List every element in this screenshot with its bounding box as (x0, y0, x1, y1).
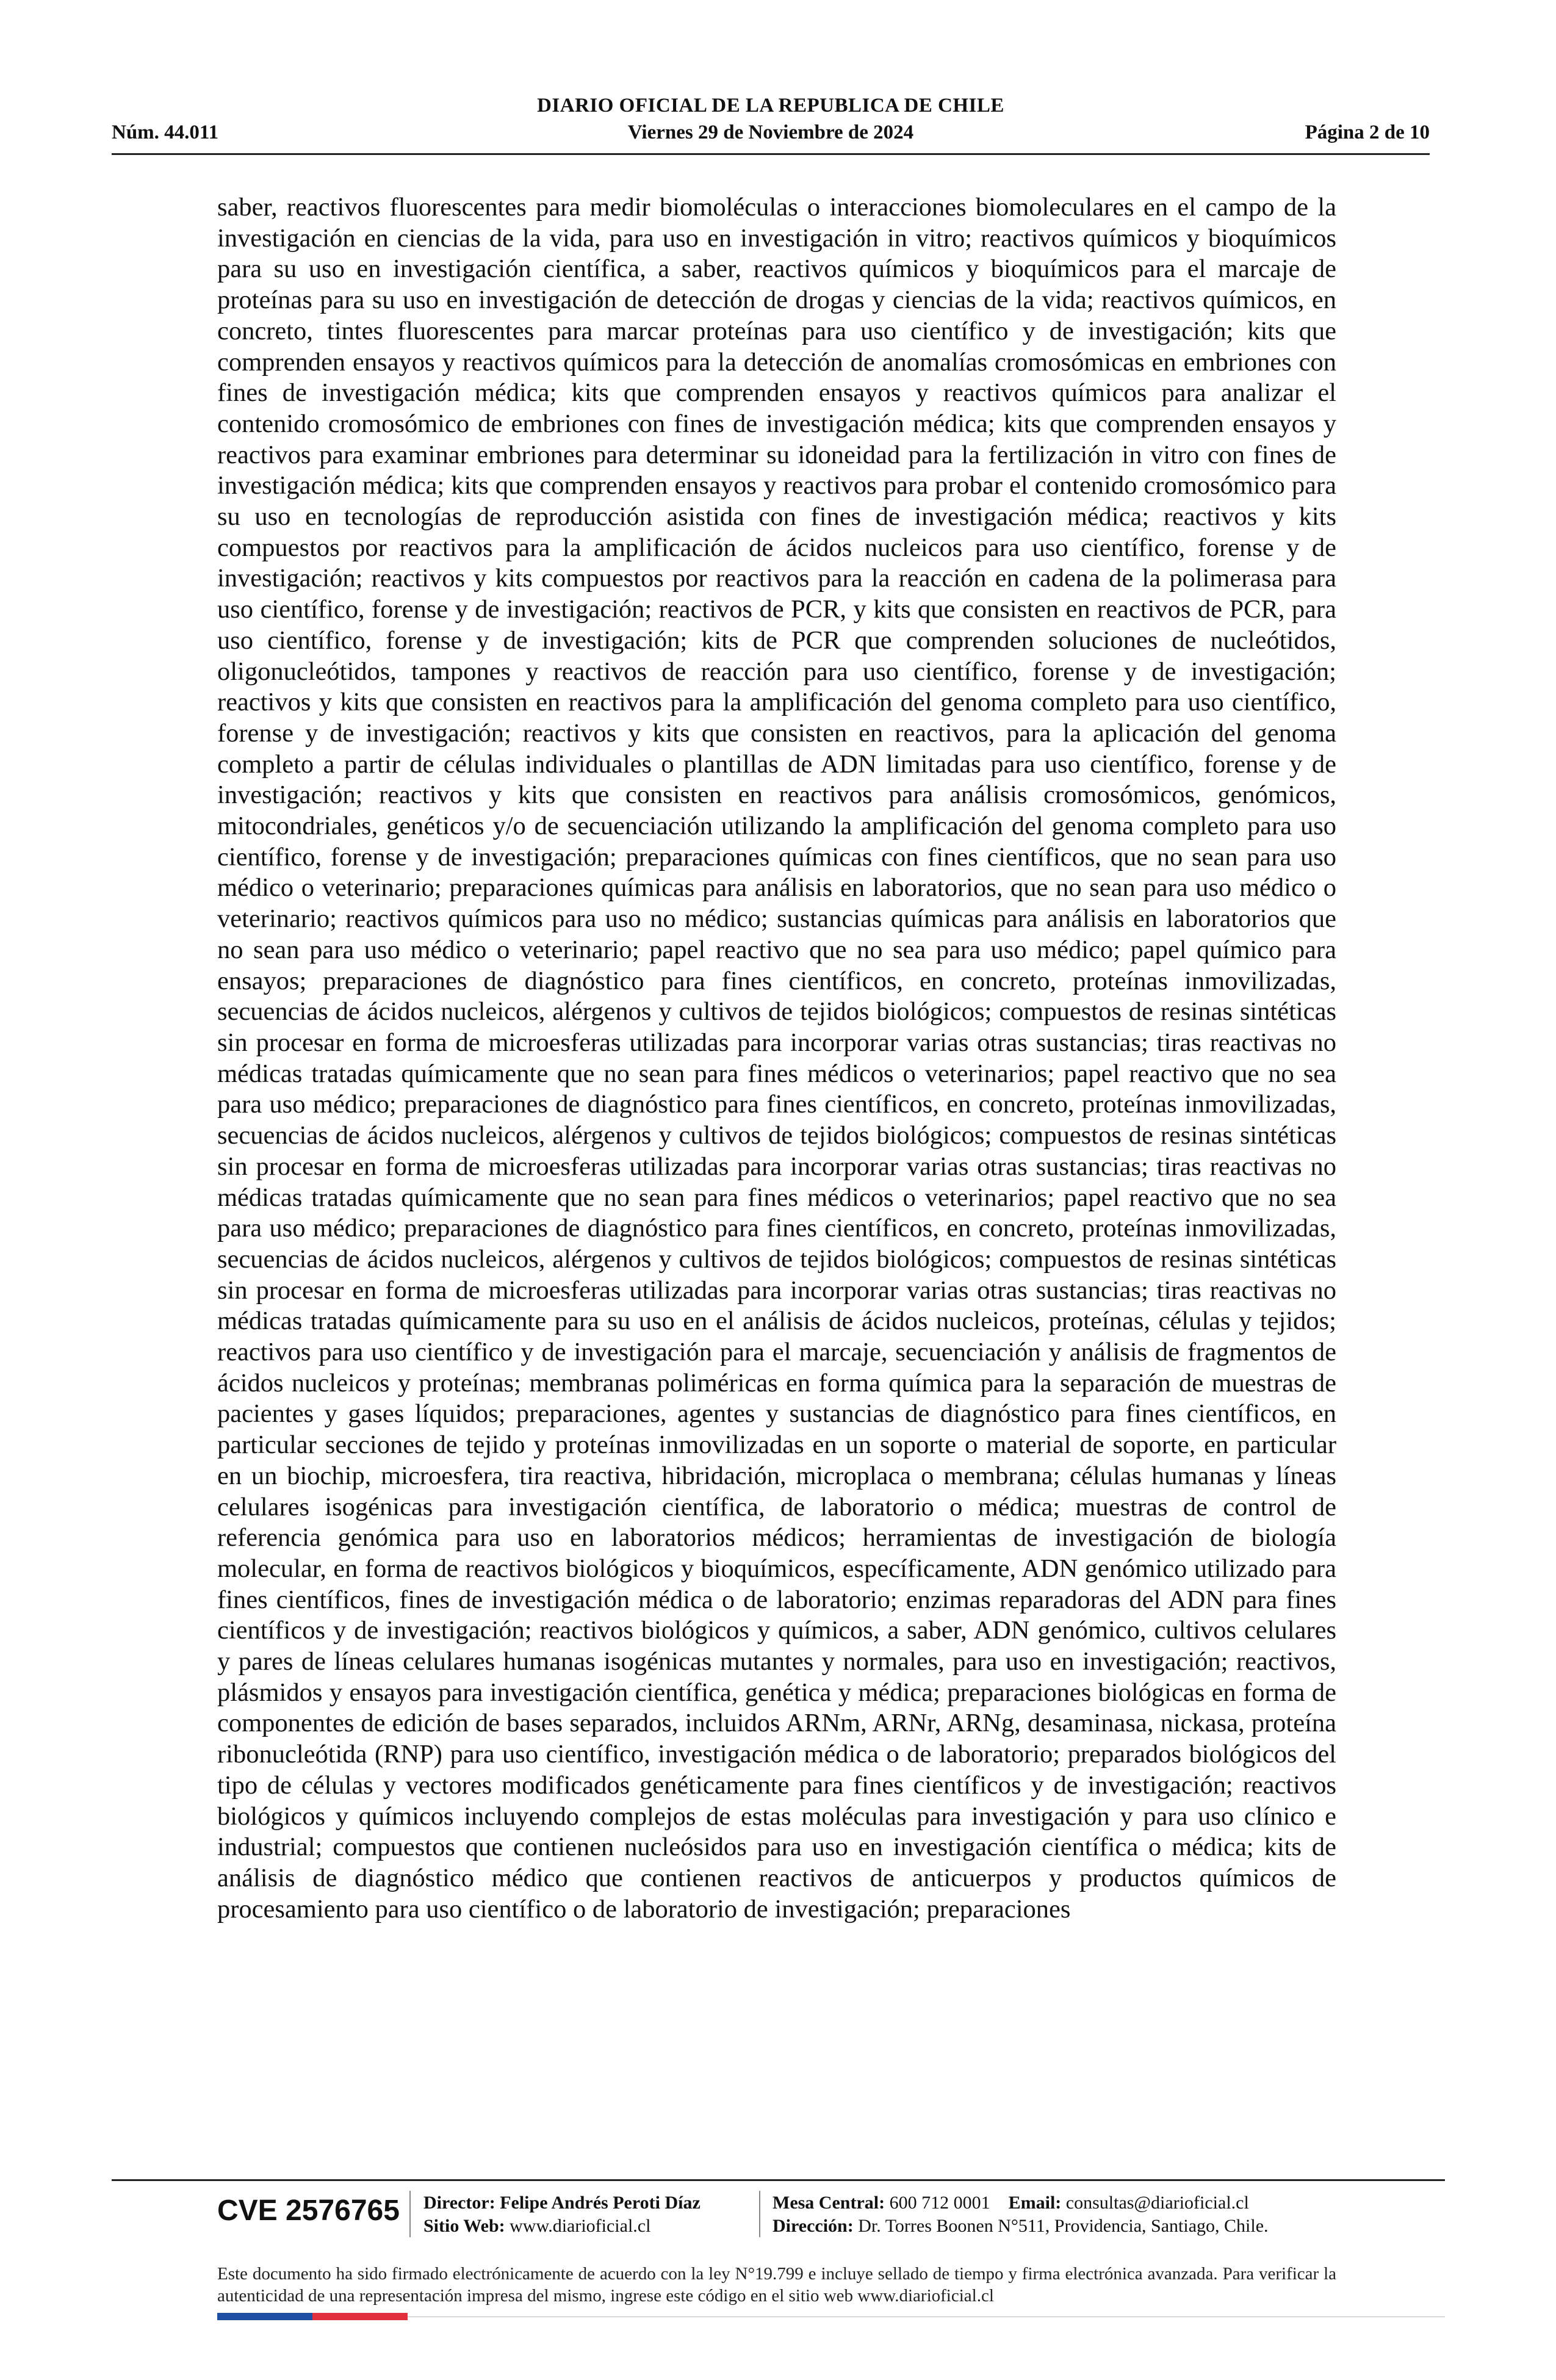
address-value: Dr. Torres Boonen N°511, Providencia, Santiago, Chile. (858, 2216, 1269, 2236)
email-link[interactable]: consultas@diarioficial.cl (1065, 2193, 1249, 2213)
director-name: Felipe Andrés Peroti Díaz (500, 2193, 701, 2213)
publication-title: DIARIO OFICIAL DE LA REPUBLICA DE CHILE (537, 95, 1004, 117)
footer-separator (409, 2191, 411, 2237)
website-label: Sitio Web: (423, 2216, 505, 2236)
issue-date: Viernes 29 de Noviembre de 2024 (627, 121, 914, 143)
footer-contact-column (773, 2191, 1269, 2238)
email-label: Email: (1008, 2193, 1062, 2213)
cve-code: CVE 2576765 (217, 2194, 400, 2227)
address-line (773, 2215, 1269, 2238)
director-label: Director: (423, 2193, 495, 2213)
issue-number: Núm. 44.011 (112, 121, 219, 143)
address-label: Dirección: (773, 2216, 854, 2236)
website-link[interactable]: www.diarioficial.cl (510, 2216, 651, 2236)
phone-value: 600 712 0001 (889, 2193, 990, 2213)
footer-separator (759, 2191, 760, 2237)
page-number: Página 2 de 10 (1305, 121, 1430, 143)
director-line (423, 2191, 701, 2215)
contact-line (773, 2191, 1269, 2215)
page-header (112, 95, 1430, 156)
legal-notice: Este documento ha sido firmado electrónicamente de acuerdo con la ley N°19.799 e incluye sellado de tiempo y firma electrónica avanzada. Para verificar la autenticidad de una representación impresa del mismo, ingrese este código en el sitio web www.diarioficial.cl (217, 2264, 1336, 2306)
header-divider (112, 153, 1430, 155)
flag-blue-segment (217, 2313, 312, 2320)
website-line (423, 2215, 701, 2238)
footer-info (217, 2188, 1336, 2243)
footer-director-column (423, 2191, 701, 2238)
phone-label: Mesa Central: (773, 2193, 885, 2213)
header-info-row (112, 121, 1430, 147)
footer-divider (112, 2179, 1445, 2181)
document-body: saber, reactivos fluorescentes para medir biomoléculas o interacciones biomoleculares en el campo de la investigación en ciencias de la vida, para uso en investigación in vitro; reactivos químicos y bioquímicos para su uso en investigación científica, a saber, reactivos químicos y bioquímicos para el marcaje de proteínas para su uso en investigación de detección de drogas y ciencias de la vida; reactivos químicos, en concreto, tintes fluorescentes para marcar proteínas para uso científico y de investigación; kits que comprenden ensayos y reactivos químicos para la detección de anomalías cromosómicas en embriones con fines de investigación médica; kits que comprenden ensayos y reactivos químicos para analizar el contenido cromosómico de embriones con fines de investigación médica; kits que comprenden ensayos y reactivos para examinar embriones para determinar su idoneidad para la fertilización in vitro con fines de investigación médica; kits que comprenden ensayos y reactivos para probar el contenido cromosómico para su uso en tecnologías de reproducción asistida con fines de investigación médica; reactivos y kits compuestos por reactivos para la amplificación de ácidos nucleicos para uso científico, forense y de investigación; reactivos y kits compuestos por reactivos para la reacción en cadena de la polimerasa para uso científico, forense y de investigación; reactivos de PCR, y kits que consisten en reactivos de PCR, para uso científico, forense y de investigación; kits de PCR que comprenden soluciones de nucleótidos, oligonucleótidos, tampones y reactivos de reacción para uso científico, forense y de investigación; reactivos y kits que consisten en reactivos para la amplificación del genoma completo para uso científico, forense y de investigación; reactivos y kits que consisten en reactivos, para la aplicación del genoma completo a partir de células individuales o plantillas de ADN limitadas para uso científico, forense y de investigación; reactivos y kits que consisten en reactivos para análisis cromosómicos, genómicos, mitocondriales, genéticos y/o de secuenciación utilizando la amplificación del genoma completo para uso científico, forense y de investigación; preparaciones químicas con fines científicos, que no sean para uso médico o veterinario; preparaciones químicas para análisis en laboratorios, que no sean para uso médico o veterinario; reactivos químicos para uso no médico; sustancias químicas para análisis en laboratorios que no sean para uso médico o veterinario; papel reactivo que no sea para uso médico; papel químico para ensayos; preparaciones de diagnóstico para fines científicos, en concreto, proteínas inmovilizadas, secuencias de ácidos nucleicos, alérgenos y cultivos de tejidos biológicos; compuestos de resinas sintéticas sin procesar en forma de microesferas utilizadas para incorporar varias otras sustancias; tiras reactivas no médicas tratadas químicamente que no sean para fines médicos o veterinarios; papel reactivo que no sea para uso médico; preparaciones de diagnóstico para fines científicos, en concreto, proteínas inmovilizadas, secuencias de ácidos nucleicos, alérgenos y cultivos de tejidos biológicos; compuestos de resinas sintéticas sin procesar en forma de microesferas utilizadas para incorporar varias otras sustancias; tiras reactivas no médicas tratadas químicamente que no sean para fines médicos o veterinarios; papel reactivo que no sea para uso médico; preparaciones de diagnóstico para fines científicos, en concreto, proteínas inmovilizadas, secuencias de ácidos nucleicos, alérgenos y cultivos de tejidos biológicos; compuestos de resinas sintéticas sin procesar en forma de microesferas utilizadas para incorporar varias otras sustancias; tiras reactivas no médicas tratadas químicamente para su uso en el análisis de ácidos nucleicos, proteínas, células y tejidos; reactivos para uso científico y de investigación para el marcaje, secuenciación y análisis de fragmentos de ácidos nucleicos y proteínas; membranas poliméricas en forma química para la separación de muestras de pacientes y gases líquidos; preparaciones, agentes y sustancias de diagnóstico para fines científicos, en particular secciones de tejido y proteínas inmovilizadas en un soporte o material de soporte, en particular en un biochip, microesfera, tira reactiva, hibridación, microplaca o membrana; células humanas y líneas celulares isogénicas para investigación científica, de laboratorio o médica; muestras de control de referencia genómica para uso en laboratorios médicos; herramientas de investigación de biología molecular, en forma de reactivos biológicos y bioquímicos, específicamente, ADN genómico utilizado para fines científicos, fines de investigación médica o de laboratorio; enzimas reparadoras del ADN para fines científicos y de investigación; reactivos biológicos y químicos, a saber, ADN genómico, cultivos celulares y pares de líneas celulares humanas isogénicas mutantes y normales, para uso en investigación; reactivos, plásmidos y ensayos para investigación científica, genética y médica; preparaciones biológicas en forma de componentes de edición de bases separados, incluidos ARNm, ARNr, ARNg, desaminasa, nickasa, proteína ribonucleótida (RNP) para uso científico, investigación médica o de laboratorio; preparados biológicos del tipo de células y vectores modificados genéticamente para fines científicos y de investigación; reactivos biológicos y químicos incluyendo complejos de estas moléculas para investigación y para uso clínico e industrial; compuestos que contienen nucleósidos para uso en investigación científica o médica; kits de análisis de diagnóstico médico que contienen reactivos de anticuerpos y productos químicos de procesamiento para uso científico o de laboratorio de investigación; preparaciones (217, 193, 1336, 1924)
chile-flag-bar (217, 2313, 408, 2320)
flag-red-segment (312, 2313, 408, 2320)
